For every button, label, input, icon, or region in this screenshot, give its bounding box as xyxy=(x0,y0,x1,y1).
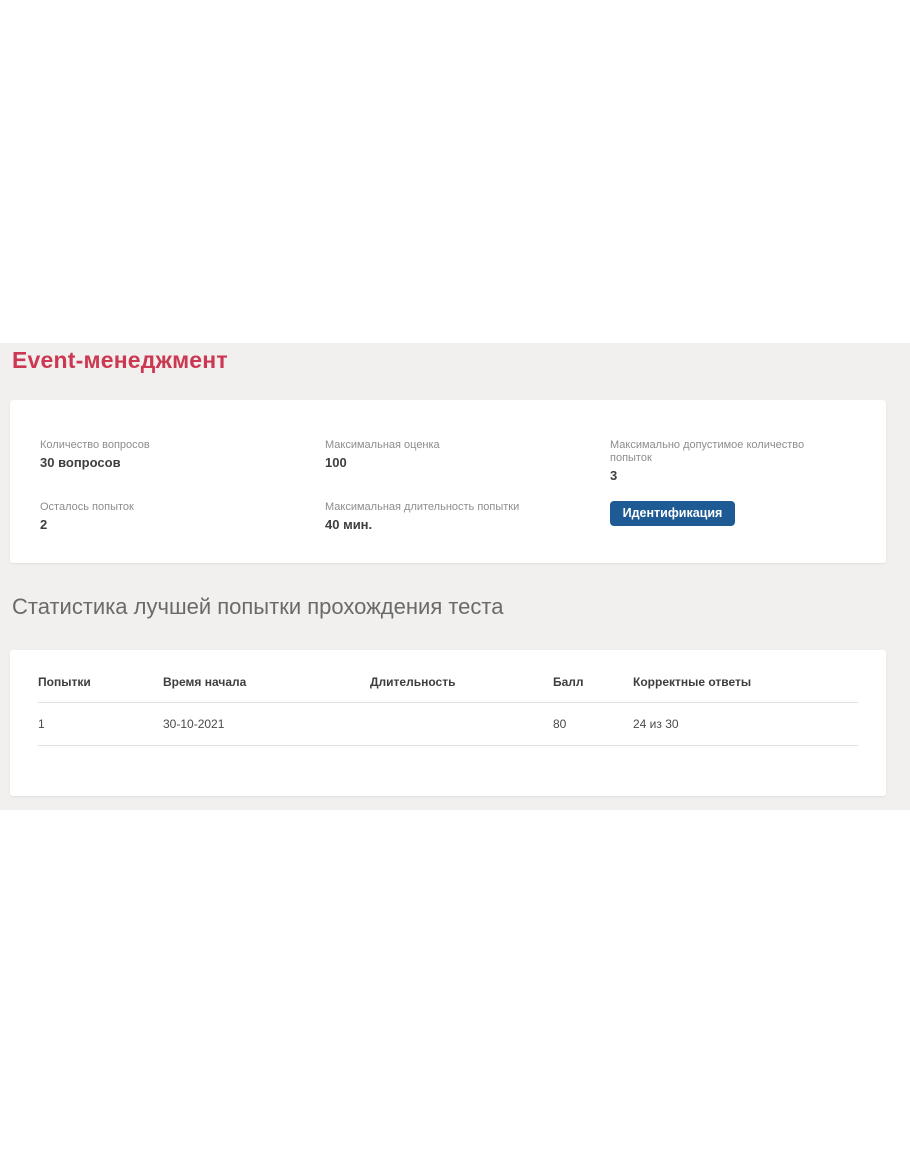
stat-question-count xyxy=(40,439,325,484)
stat-value-attempts-left: 2 xyxy=(40,517,48,532)
stat-max-attempts xyxy=(610,439,856,484)
stats-heading: Статистика лучшей попытки прохождения теста xyxy=(12,594,504,619)
stat-value-question-count: 30 вопросов xyxy=(40,455,121,470)
cell-duration xyxy=(370,703,553,746)
col-header-correct-answers: Корректные ответы xyxy=(633,650,858,703)
col-header-grade: Балл xyxy=(553,650,633,703)
stat-value-max-attempts: 3 xyxy=(610,468,618,483)
stat-label-question-count: Количество вопросов xyxy=(40,439,150,451)
quiz-overview-section xyxy=(0,343,910,810)
attempts-table xyxy=(38,650,858,746)
cell-attempt-number: 1 xyxy=(38,703,163,746)
col-header-start-time: Время начала xyxy=(163,650,370,703)
stat-label-max-grade: Максимальная оценка xyxy=(325,439,440,451)
stat-label-max-attempts: Максимально допустимое количество попыток xyxy=(610,439,805,464)
quiz-info-card xyxy=(10,400,886,563)
stat-max-duration xyxy=(325,501,610,533)
attempts-table-body xyxy=(38,703,858,746)
cell-start-time: 30-10-2021 xyxy=(163,703,370,746)
col-header-attempts: Попытки xyxy=(38,650,163,703)
stat-value-max-grade: 100 xyxy=(325,455,347,470)
attempts-table-head xyxy=(38,650,858,703)
cell-correct-answers: 24 из 30 xyxy=(633,703,858,746)
quiz-info-grid xyxy=(40,439,856,533)
stat-max-grade xyxy=(325,439,610,484)
identification-button[interactable]: Идентификация xyxy=(610,501,735,526)
stat-attempts-left xyxy=(40,501,325,533)
table-row xyxy=(38,703,858,746)
attempts-table-header-row xyxy=(38,650,858,703)
stat-value-max-duration: 40 мин. xyxy=(325,517,373,532)
stat-label-max-duration: Максимальная длительность попытки xyxy=(325,501,520,513)
stat-label-attempts-left: Осталось попыток xyxy=(40,501,134,513)
attempts-table-card xyxy=(10,650,886,796)
identification-button-cell xyxy=(610,501,856,533)
page-title: Event-менеджмент xyxy=(12,347,228,373)
col-header-duration: Длительность xyxy=(370,650,553,703)
cell-grade: 80 xyxy=(553,703,633,746)
